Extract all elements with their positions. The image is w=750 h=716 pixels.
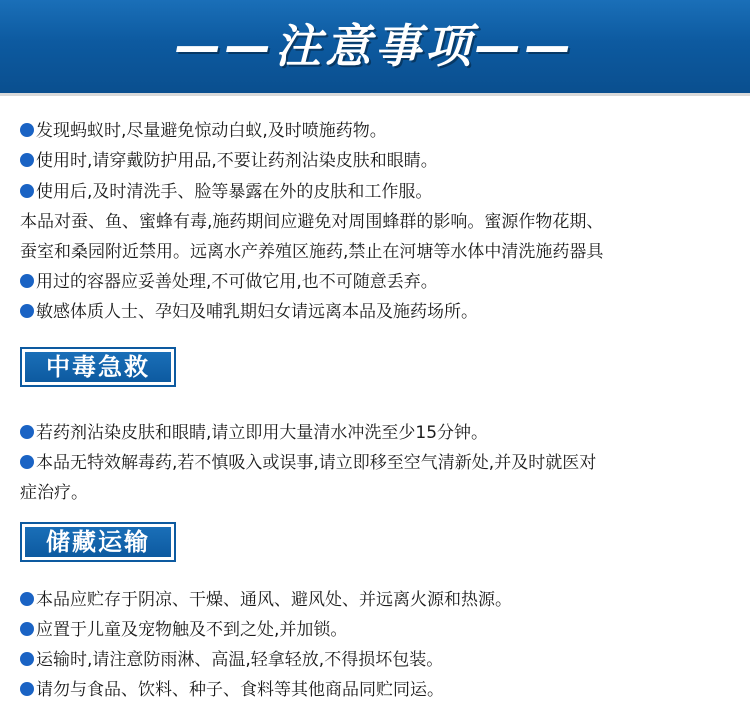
precaution-item-4-line-1: 本品对蚕、鱼、蜜蜂有毒,施药期间应避免对周围蜂群的影响。蜜源作物花期、 (20, 212, 604, 232)
section-heading-first-aid (20, 347, 176, 387)
bullet-icon (20, 682, 34, 696)
section-title: 储藏运输 (25, 527, 171, 557)
precaution-item-3: 使用后,及时清洗手、脸等暴露在外的皮肤和工作服。 (20, 180, 432, 204)
precaution-item-2: 使用时,请穿戴防护用品,不要让药剂沾染皮肤和眼睛。 (20, 149, 438, 173)
bullet-icon (20, 652, 34, 666)
bullet-icon (20, 304, 34, 318)
header-banner (0, 0, 750, 96)
precaution-item-1: 发现蚂蚁时,尽量避免惊动白蚁,及时喷施药物。 (20, 119, 387, 143)
precaution-item-4-line-2: 蚕室和桑园附近禁用。远离水产养殖区施药,禁止在河塘等水体中清洗施药器具 (20, 242, 604, 262)
first-aid-item-1: 若药剂沾染皮肤和眼睛,请立即用大量清水冲洗至少15分钟。 (20, 421, 488, 445)
bullet-icon (20, 455, 34, 469)
bullet-icon (20, 622, 34, 636)
bullet-icon (20, 274, 34, 288)
bullet-icon (20, 184, 34, 198)
storage-item-2: 应置于儿童及宠物触及不到之处,并加锁。 (20, 618, 347, 642)
storage-item-1: 本品应贮存于阴凉、干燥、通风、避风处、并远离火源和热源。 (20, 588, 512, 612)
section-title: 中毒急救 (25, 352, 171, 382)
bullet-icon (20, 123, 34, 137)
bullet-icon (20, 153, 34, 167)
section-heading-storage (20, 522, 176, 562)
first-aid-item-2: 本品无特效解毒药,若不慎吸入或误事,请立即移至空气清新处,并及时就医对 (20, 451, 596, 475)
precaution-item-5: 用过的容器应妥善处理,不可做它用,也不可随意丢弃。 (20, 270, 438, 294)
page-title: ——注意事项—— (175, 19, 575, 73)
bullet-icon (20, 592, 34, 606)
precaution-item-6: 敏感体质人士、孕妇及哺乳期妇女请远离本品及施药场所。 (20, 300, 478, 324)
first-aid-item-2-cont: 症治疗。 (20, 483, 88, 503)
storage-item-4: 请勿与食品、饮料、种子、食料等其他商品同贮同运。 (20, 678, 444, 702)
storage-item-3: 运输时,请注意防雨淋、高温,轻拿轻放,不得损坏包装。 (20, 648, 443, 672)
bullet-icon (20, 425, 34, 439)
